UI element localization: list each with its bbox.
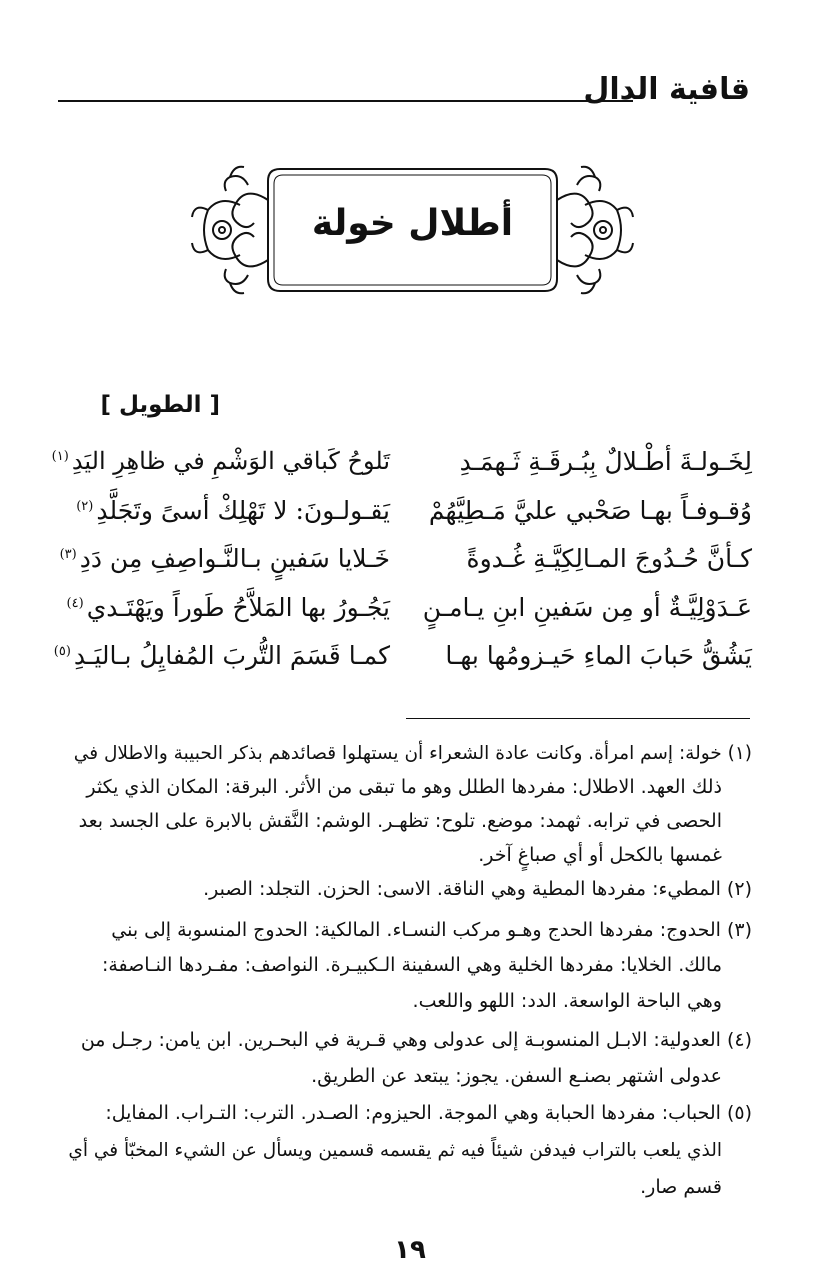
verse-second-hemistich: [54, 641, 390, 670]
running-head: قافية الدال: [583, 72, 750, 107]
page-number: ١٩: [394, 1235, 426, 1265]
verse-first-hemistich: وُقـوفـاً بهـا صَحْبي عليَّ مَـطِيَّهُمْ: [428, 496, 752, 525]
verse-first-hemistich: عَـدَوْلِيَّـةٌ أو مِن سَفينِ ابنِ يـامـنٍ: [422, 593, 752, 622]
footnote-line: الحصى في ترابه. ثهمد: موضع. تلوح: تظهـر. الوشم: النَّقش بالابرة على الجسد بعد: [78, 810, 722, 832]
hemistich-text: كمـا قَسَمَ التُّربَ المُفايِلُ بـاليَـدِ: [73, 641, 390, 670]
title-cartouche: [185, 155, 640, 305]
footnote-line: عدولى اشتهر بصنـع السفن. يجوز: يبتعد عن الطريق.: [311, 1065, 722, 1087]
footnote-marker: (١): [51, 449, 69, 464]
hemistich-text: يَقـولـونَ: لا تَهْلِكْ أسىً وتَجَلَّدِ: [96, 496, 390, 525]
hemistich-text: خَـلايا سَفينٍ بـالنَّـواصِفِ مِن دَدِ: [79, 544, 390, 573]
footnote-marker: (٥): [53, 643, 71, 659]
footnote-line: الذي يلعب بالتراب فيدفن شيئاً فيه ثم يقسمه قسمين ويسأل عن الشيء المخبّأ في أي: [68, 1140, 722, 1161]
footnote-marker: (٣): [59, 546, 77, 562]
footnote-line: ذلك العهد. الاطلال: مفردها الطلل وهو ما تبقى من الأثر. البرقة: المكان الذي يكثر: [86, 776, 722, 798]
footnote-line: (٢) المطيء: مفردها المطية وهي الناقة. الاسى: الحزن. التجلد: الصبر.: [203, 878, 752, 900]
verse-second-hemistich: [60, 544, 390, 573]
poem-meter: [ الطويل ]: [100, 392, 220, 418]
verse-first-hemistich: يَشُقُّ حَبابَ الماءِ حَيـزومُها بهـا: [445, 641, 752, 670]
footnote-line: قسم صار.: [640, 1176, 722, 1198]
footnote-line: (٥) الحباب: مفردها الحبابة وهي الموجة. الحيزوم: الصـدر. الترب: التـراب. المفايل:: [105, 1102, 752, 1124]
footnote-line: (٤) العدولية: الابـل المنسوبـة إلى عدولى وهي قـرية في البحـرين. ابن يامن: رجـل من: [80, 1029, 752, 1051]
footnote-separator: [406, 718, 750, 719]
footnote-marker: (٤): [66, 595, 84, 611]
header-rule: [58, 100, 633, 102]
verse-first-hemistich: لِخَـولـةَ أطْـلالٌ بِبُـرقَـةِ ثَـهمَـدِ: [459, 447, 752, 476]
footnote-line: مالك. الخلايا: مفردها الخلية وهي السفينة الـكبيـرة. النواصف: مفـردها النـاصفة:: [101, 954, 722, 976]
footnote-line: وهي الباحة الواسعة. الدد: اللهو واللعب.: [412, 990, 722, 1012]
poem-title: أطلال خولة: [311, 203, 514, 244]
verse-second-hemistich: [67, 593, 390, 622]
footnote-marker: (٢): [76, 498, 94, 514]
hemistich-text: تَلوحُ كَباقي الوَشْمِ في ظاهِرِ اليَدِ: [71, 447, 390, 475]
footnote-line: (٣) الحدوج: مفردها الحدج وهـو مركب النسـاء. المالكية: الحدوج المنسوبة إلى بني: [111, 919, 752, 941]
verse-second-hemistich: [76, 496, 390, 525]
footnote-line: (١) خولة: إسم امرأة. وكانت عادة الشعراء أن يستهلوا قصائدهم بذكر الحبيبة والاطلال في: [73, 743, 752, 764]
hemistich-text: يَجُـورُ بها المَلاَّحُ طَوراً ويَهْتَـدي: [86, 593, 390, 622]
footnote-line: غمسها بالكحل أو أي صباغٍ آخر.: [478, 844, 722, 866]
verse-first-hemistich: كـأنَّ حُـدُوجَ المـالِكِيَّـةِ غُـدوةً: [466, 544, 752, 573]
verse-second-hemistich: [52, 447, 390, 475]
